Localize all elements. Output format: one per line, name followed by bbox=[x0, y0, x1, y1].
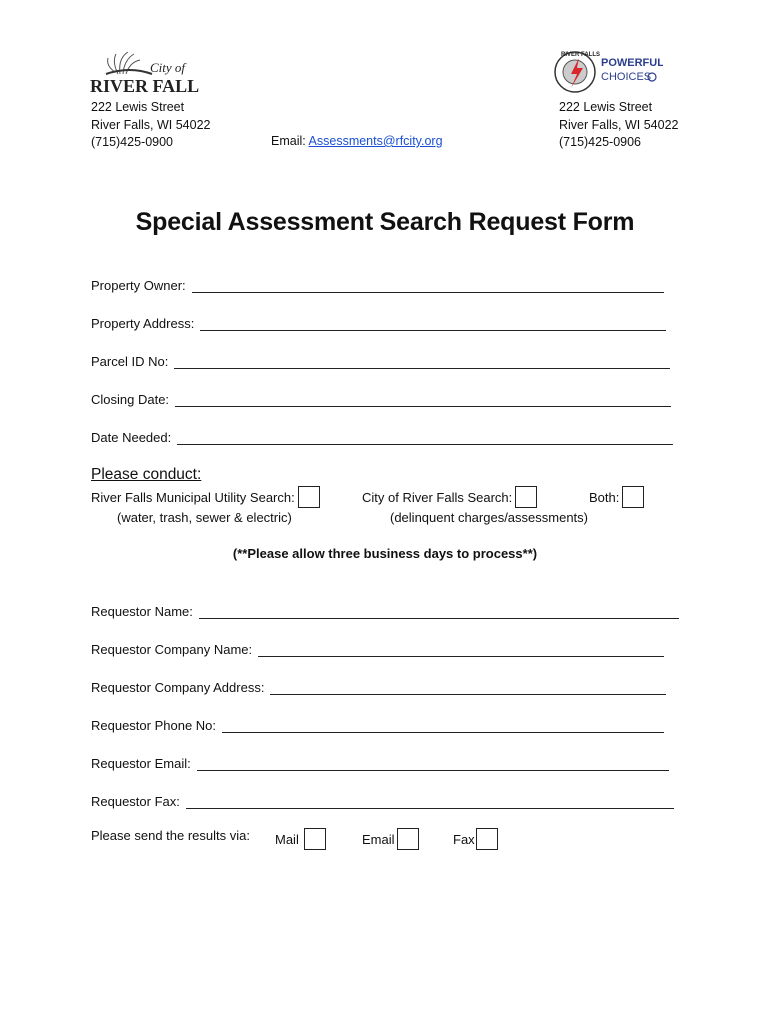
send-fax-checkbox[interactable] bbox=[476, 828, 498, 850]
svg-text:City of: City of bbox=[150, 60, 186, 75]
send-fax-option bbox=[453, 828, 498, 850]
requestor-company-address-row bbox=[91, 680, 666, 695]
property-owner-field[interactable] bbox=[192, 279, 664, 293]
right-address-phone: (715)425-0906 bbox=[559, 135, 642, 149]
email-label: Email: bbox=[271, 134, 306, 148]
form-title: Special Assessment Search Request Form bbox=[135, 208, 635, 236]
email-link[interactable]: Assessments@rfcity.org bbox=[308, 134, 443, 148]
city-search-note: (delinquent charges/assessments) bbox=[390, 510, 588, 525]
requestor-company-row bbox=[91, 642, 664, 657]
parcel-id-label: Parcel ID No: bbox=[91, 354, 169, 369]
right-address-city: River Falls, WI 54022 bbox=[559, 117, 679, 132]
property-address-row bbox=[91, 316, 666, 331]
property-owner-label: Property Owner: bbox=[91, 278, 186, 293]
city-search-label: City of River Falls Search: bbox=[362, 489, 513, 505]
send-mail-label: Mail bbox=[275, 831, 299, 847]
utility-search-note: (water, trash, sewer & electric) bbox=[117, 510, 292, 525]
left-address-street: 222 Lewis Street bbox=[91, 100, 185, 114]
both-checkbox[interactable] bbox=[622, 486, 644, 508]
requestor-company-address-label: Requestor Company Address: bbox=[91, 680, 265, 695]
closing-date-field[interactable] bbox=[175, 393, 671, 407]
requestor-name-row bbox=[91, 604, 679, 619]
requestor-phone-field[interactable] bbox=[222, 719, 664, 733]
svg-text:POWERFUL: POWERFUL bbox=[601, 57, 663, 69]
svg-text:CHOICES: CHOICES bbox=[601, 71, 652, 83]
requestor-company-field[interactable] bbox=[258, 643, 664, 657]
utility-search-checkbox[interactable] bbox=[298, 486, 320, 508]
requestor-fax-label: Requestor Fax: bbox=[91, 794, 180, 809]
both-label: Both: bbox=[589, 489, 620, 505]
processing-notice: (**Please allow three business days to process**) bbox=[232, 546, 538, 561]
requestor-email-label: Requestor Email: bbox=[91, 756, 191, 771]
property-address-field[interactable] bbox=[200, 317, 666, 331]
closing-date-row bbox=[91, 392, 671, 407]
date-needed-row bbox=[91, 430, 673, 445]
header-email bbox=[271, 134, 443, 148]
city-search-option bbox=[362, 486, 537, 508]
requestor-company-label: Requestor Company Name: bbox=[91, 642, 253, 657]
date-needed-label: Date Needed: bbox=[91, 430, 172, 445]
left-address-phone: (715)425-0900 bbox=[91, 135, 174, 149]
date-needed-field[interactable] bbox=[177, 431, 673, 445]
property-address-label: Property Address: bbox=[91, 316, 195, 331]
send-mail-checkbox[interactable] bbox=[304, 828, 326, 850]
both-option bbox=[589, 486, 644, 508]
right-address-block bbox=[559, 99, 678, 152]
requestor-fax-row bbox=[91, 794, 674, 809]
requestor-name-label: Requestor Name: bbox=[91, 604, 193, 619]
send-fax-label: Fax bbox=[453, 831, 475, 847]
parcel-id-field[interactable] bbox=[174, 355, 670, 369]
utility-search-option bbox=[91, 486, 320, 508]
right-address-street: 222 Lewis Street bbox=[559, 100, 653, 114]
closing-date-label: Closing Date: bbox=[91, 392, 170, 407]
requestor-phone-row bbox=[91, 718, 664, 733]
requestor-email-field[interactable] bbox=[197, 757, 669, 771]
send-email-option bbox=[362, 828, 419, 850]
send-email-checkbox[interactable] bbox=[397, 828, 419, 850]
send-mail-option bbox=[275, 828, 326, 850]
svg-text:RIVER FALLS: RIVER FALLS bbox=[561, 52, 601, 58]
requestor-email-row bbox=[91, 756, 669, 771]
please-conduct-heading: Please conduct: bbox=[91, 466, 202, 483]
property-owner-row bbox=[91, 278, 664, 293]
requestor-company-address-field[interactable] bbox=[270, 681, 666, 695]
send-results-label: Please send the results via: bbox=[91, 828, 250, 843]
svg-text:RIVER FALLS: RIVER FALLS bbox=[90, 76, 200, 96]
utility-search-label: River Falls Municipal Utility Search: bbox=[91, 489, 295, 505]
city-search-checkbox[interactable] bbox=[515, 486, 537, 508]
requestor-name-field[interactable] bbox=[199, 605, 679, 619]
parcel-id-row bbox=[91, 354, 670, 369]
left-address-city: River Falls, WI 54022 bbox=[91, 117, 211, 132]
left-address-block bbox=[91, 99, 210, 152]
city-of-river-falls-logo bbox=[90, 48, 200, 98]
send-email-label: Email bbox=[362, 831, 395, 847]
municipal-utilities-logo bbox=[553, 48, 663, 96]
requestor-phone-label: Requestor Phone No: bbox=[91, 718, 217, 733]
requestor-fax-field[interactable] bbox=[186, 795, 674, 809]
